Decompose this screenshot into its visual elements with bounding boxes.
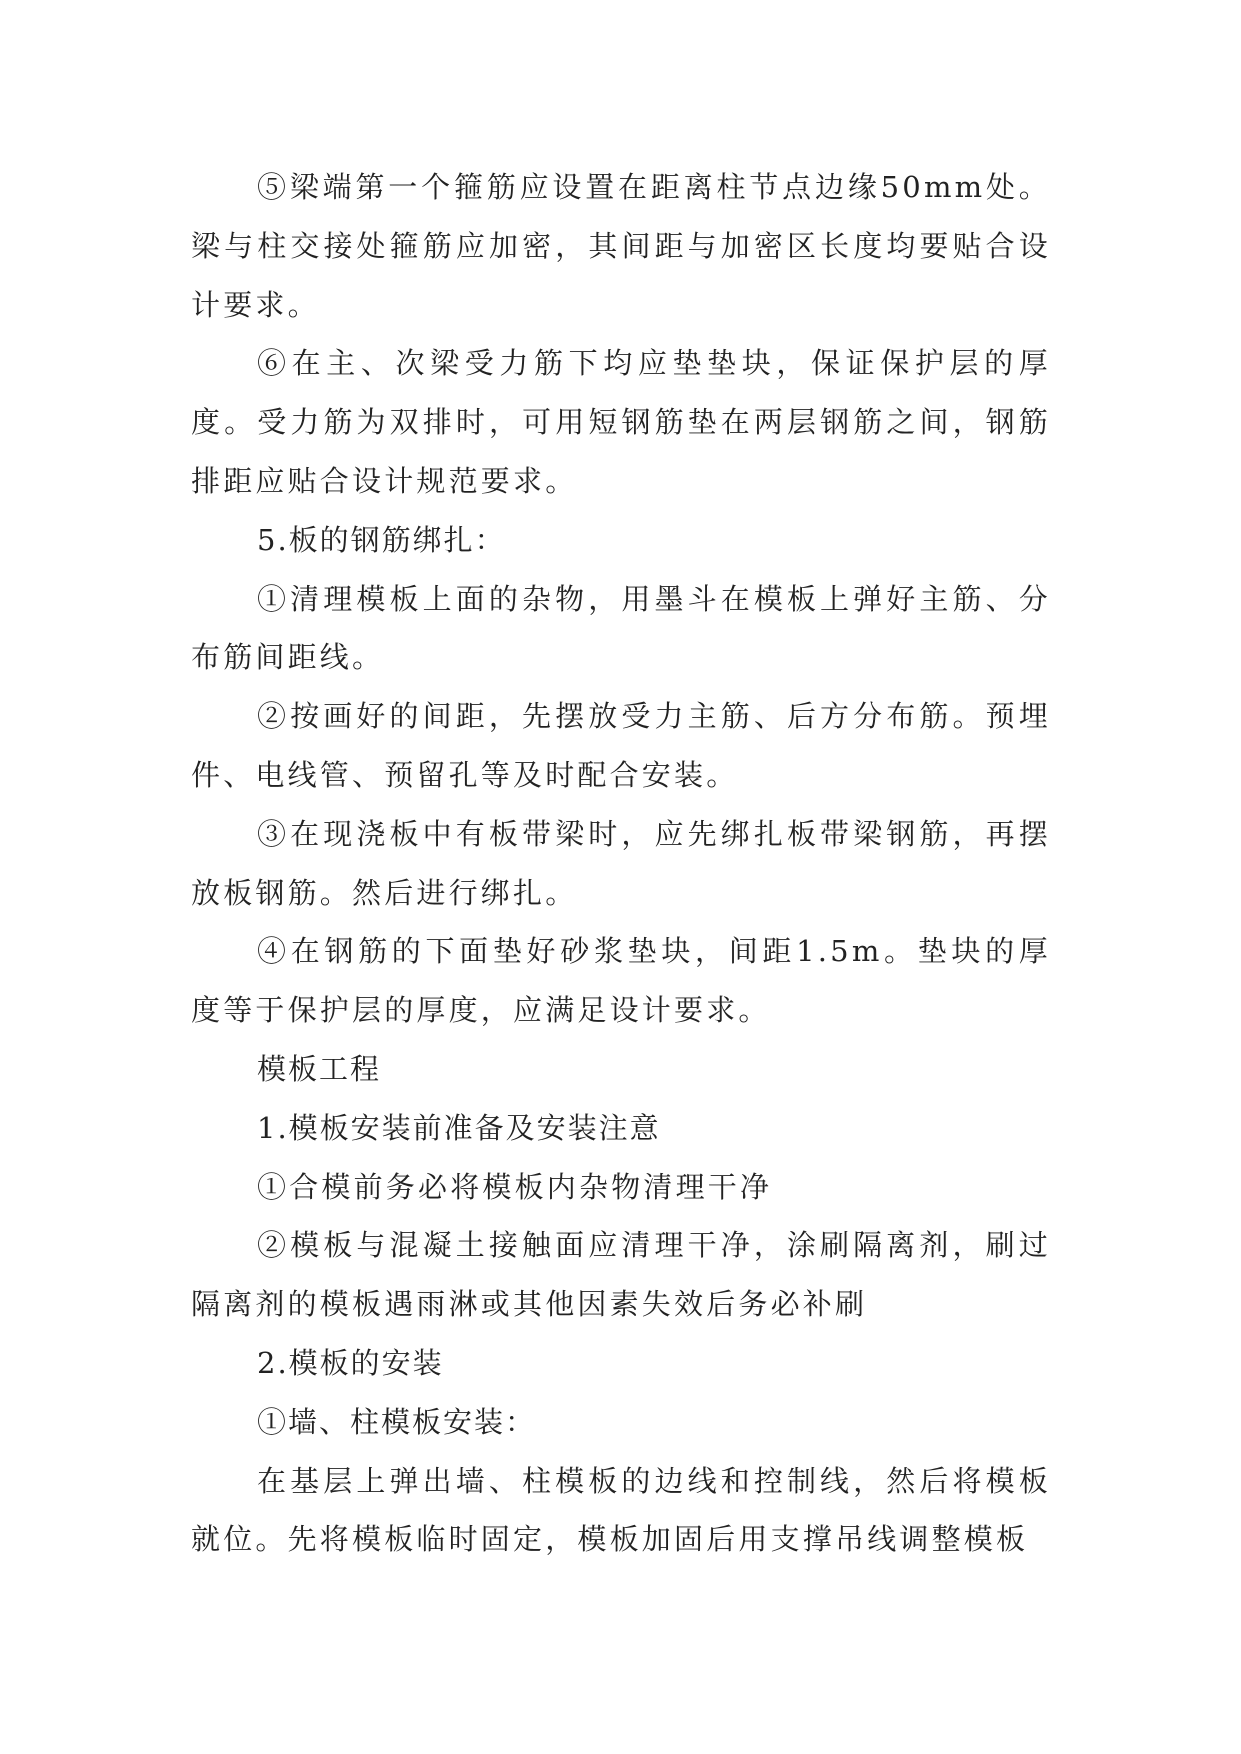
paragraph-wall-column-install: 在基层上弹出墙、柱模板的边线和控制线，然后将模板就位。先将模板临时固定，模板加固后用支撑吊线调整模板 [191,1463,1051,1557]
paragraph-formwork-prep-heading: 1.模板安装前准备及安装注意 [257,1110,661,1145]
paragraph-beam-stirrup: ⑤梁端第一个箍筋应设置在距离柱节点边缘50mm处。梁与柱交接处箍筋应加密，其间距与加密区长度均要贴合设计要求。 [191,170,1051,322]
section-formwork-title: 模板工程 [257,1051,382,1086]
paragraph-formwork-install-heading: 2.模板的安装 [257,1345,444,1380]
paragraph-formwork-release-agent: ②模板与混凝土接触面应清理干净，涂刷隔离剂，刷过隔离剂的模板遇雨淋或其他因素失效后务必补刷 [191,1228,1051,1322]
paragraph-beam-spacer: ⑥在主、次梁受力筋下均应垫垫块，保证保护层的厚度。受力筋为双排时，可用短钢筋垫在两层钢筋之间，钢筋排距应贴合设计规范要求。 [191,346,1051,498]
paragraph-slab-place: ②按画好的间距，先摆放受力主筋、后方分布筋。预埋件、电线管、预留孔等及时配合安装。 [191,699,1051,792]
paragraph-formwork-clean: ①合模前务必将模板内杂物清理干净 [257,1169,773,1204]
document-body [191,158,1051,1569]
paragraph-slab-clean: ①清理模板上面的杂物，用墨斗在模板上弹好主筋、分布筋间距线。 [191,581,1051,675]
paragraph-slab-heading: 5.板的钢筋绑扎： [257,522,506,557]
paragraph-wall-column-heading: ①墙、柱模板安装： [257,1404,537,1439]
paragraph-slab-band-beam: ③在现浇板中有板带梁时，应先绑扎板带梁钢筋，再摆放板钢筋。然后进行绑扎。 [191,816,1051,910]
paragraph-slab-mortar-block: ④在钢筋的下面垫好砂浆垫块，间距1.5m。垫块的厚度等于保护层的厚度，应满足设计要求。 [191,934,1051,1028]
